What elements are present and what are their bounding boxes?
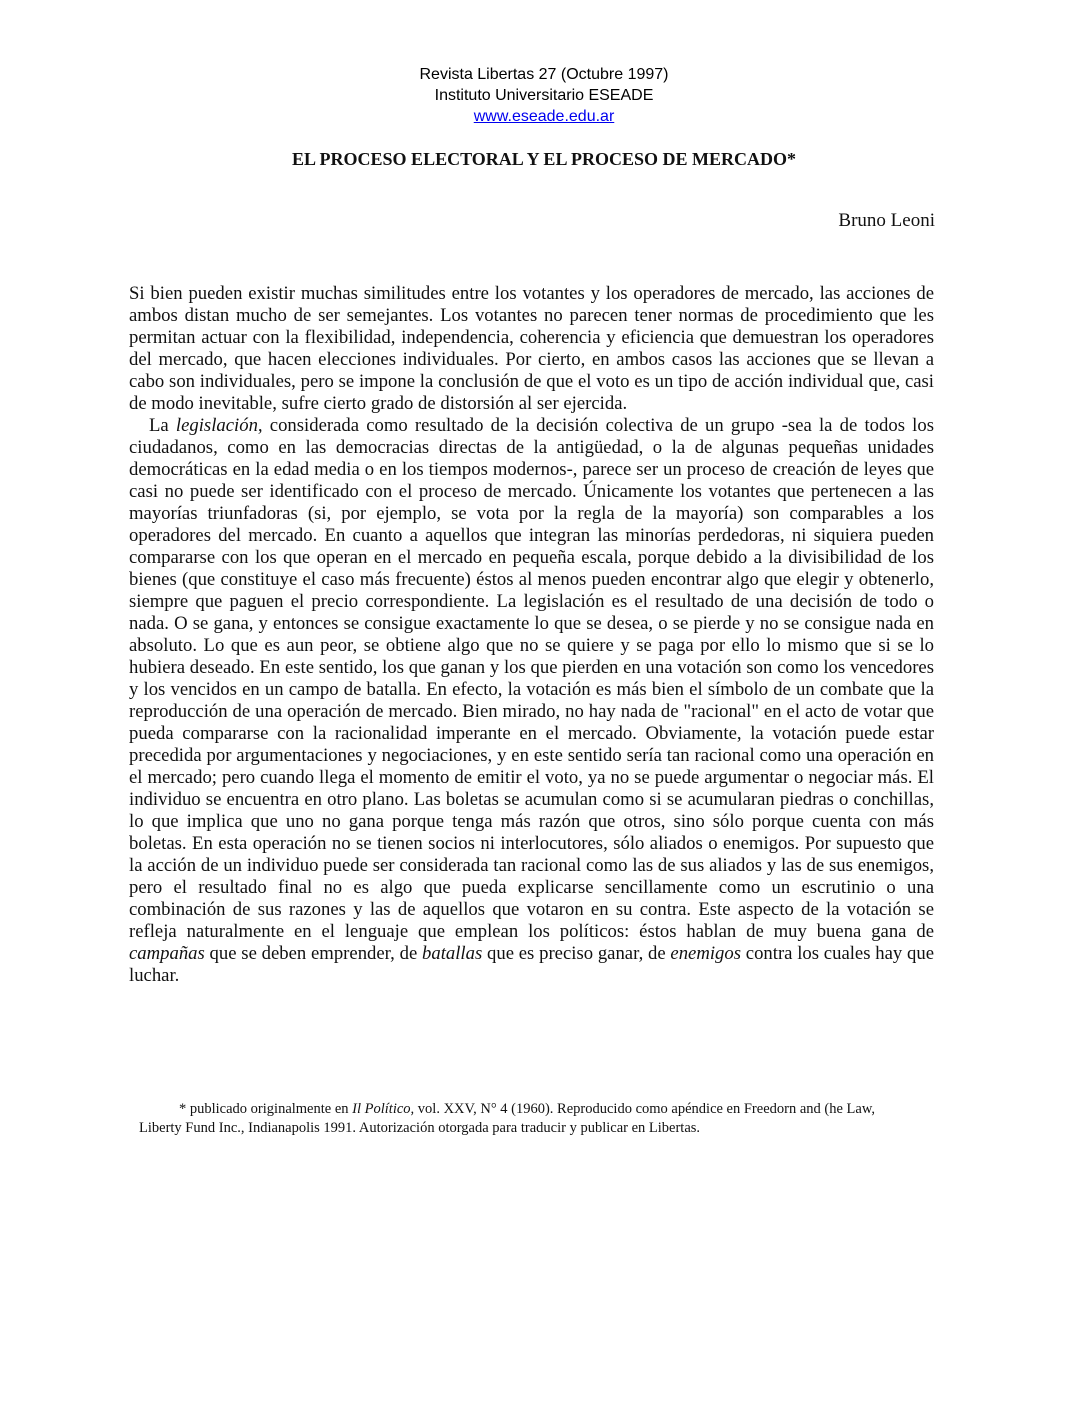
paragraph-2-lead: La: [149, 415, 176, 436]
footnote-rest: vol. XXV, N° 4 (1960). Reproducido como apéndice en Freedorn and (he Law,: [414, 1101, 875, 1117]
paragraph-2-part2: que se deben emprender, de: [204, 943, 423, 964]
footnote: [139, 1100, 939, 1138]
paragraph-2-part4: contra los cuales hay que luchar.: [129, 943, 934, 986]
term-batallas: batallas: [422, 943, 483, 964]
article-body: [129, 283, 934, 987]
term-enemigos: enemigos: [670, 943, 742, 964]
footnote-line-1: [139, 1100, 939, 1119]
footnote-line-2: Liberty Fund Inc., Indianapolis 1991. Autorización otorgada para traducir y publicar en Libertas.: [139, 1120, 701, 1136]
paragraph-2-part3: que es preciso ganar, de: [482, 943, 671, 964]
journal-line: Revista Libertas 27 (Octubre 1997): [419, 66, 669, 83]
paragraph-1: Si bien pueden existir muchas similitudes entre los votantes y los operadores de mercado, las acciones de ambos distan mucho de ser semejantes. Los votantes no parecen tener normas de procedimiento que les permitan actuar con la flexibilidad, independencia, coherencia y eficiencia que demuestran los operadores del mercado, que hacen elecciones individuales. Por cierto, en ambos casos las acciones que se llevan a cabo son individuales, pero se impone la conclusión de que el voto es un tipo de acción individual que, casi de modo inevitable, sufre cierto grado de distorsión al ser ejercida.: [129, 283, 934, 414]
term-legislacion: legislación,: [175, 415, 263, 436]
article-title: EL PROCESO ELECTORAL Y EL PROCESO DE MERCADO*: [292, 149, 796, 169]
document-header: [0, 64, 1088, 127]
footnote-journal: Il Político,: [352, 1101, 415, 1117]
paragraph-2-part1: considerada como resultado de la decisión colectiva de un grupo -sea la de todos los ciudadanos, como en las democracias directas de la antigüedad, o la de algunas pequeñas unidades democráticas en la edad media o en los tiempos modernos-, parece ser un proceso de creación de leyes que casi no puede ser identificado con el proceso de mercado. Únicamente los votantes que pertenecen a las mayorías triunfadoras (si, por ejemplo, se vota por la regla de la mayoría) son comparables a los operadores del mercado. En cuanto a aquellos que integran las minorías perdedoras, ni siquiera pueden compararse con los que operan en el mercado en pequeña escala, porque debido a la divisibilidad de los bienes (que constituye el caso más frecuente) éstos al menos pueden encontrar algo que elegir y obtenerlo, siempre que paguen el precio correspondiente. La legislación es el resultado de una decisión de todo o nada. O se gana, y entonces se consigue exactamente lo que se desea, o se pierde y no se consigue nada en absoluto. Lo que es aun peor, se obtiene algo que no se quiere y se paga por ello lo mismo que si se lo hubiera deseado. En este sentido, los que ganan y los que pierden en una votación son como los vencedores y los vencidos en un campo de batalla. En efecto, la votación es más bien el símbolo de un combate que la reproducción de una operación de mercado. Bien mirado, no hay nada de "racional" en el acto de votar que pueda compararse con la racionalidad imperante en el mercado. Obviamente, la votación puede estar precedida por argumentaciones y negociaciones, y en este sentido sería tan racional como una operación en el mercado; pero cuando llega el momento de emitir el voto, ya no se puede argumentar o negociar más. El individuo se encuentra en otro plano. Las boletas se acumulan como si se acumularan piedras o conchillas, lo que implica que uno no gana porque tenga más razón que otros, sino sólo porque cuenta con más boletas. En esta operación no se tienen socios ni interlocutores, sólo aliados o enemigos. Por supuesto que la acción de un individuo puede ser considerada tan racional como las de sus aliados y las de sus enemigos, pero el resultado final no es algo que pueda explicarse sencillamente como un escrutinio o una combinación de sus razones y las de aquellos que votaron en su contra. Este aspecto de la votación se refleja naturalmente en el lenguaje que emplean los políticos: éstos hablan de muy buena gana de: [129, 415, 934, 942]
article-author: Bruno Leoni: [838, 210, 935, 231]
footnote-lead: * publicado originalmente en: [179, 1101, 353, 1117]
website-link[interactable]: www.eseade.edu.ar: [473, 108, 615, 125]
paragraph-2: [129, 415, 934, 987]
term-campanas: campañas: [129, 943, 205, 964]
institution-line: Instituto Universitario ESEADE: [434, 87, 654, 104]
